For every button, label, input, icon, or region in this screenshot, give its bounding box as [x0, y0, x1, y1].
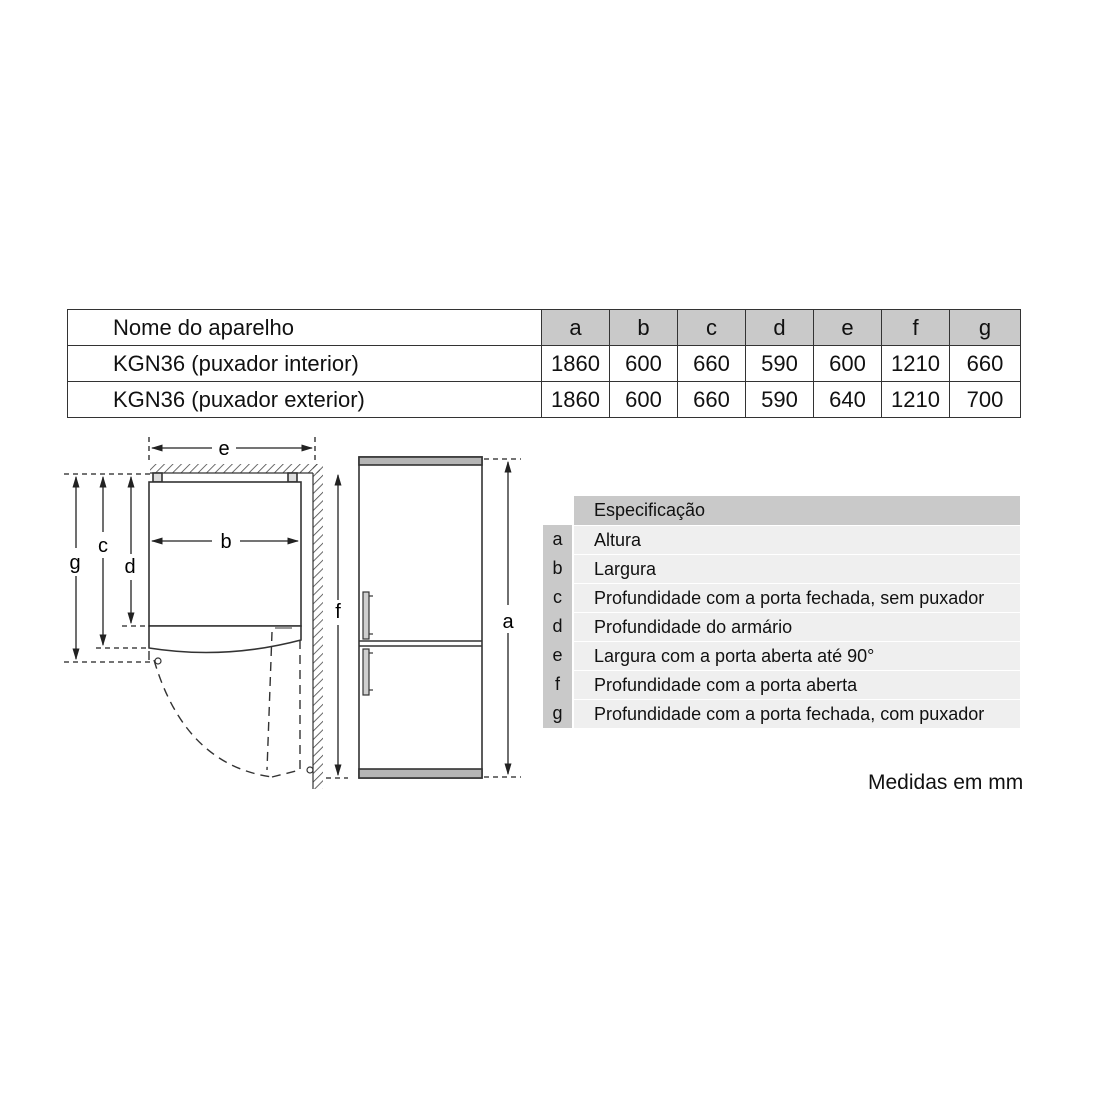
legend-key: b [543, 554, 574, 583]
hinge-icon [155, 658, 161, 664]
legend-key: a [543, 525, 574, 554]
legend-key: d [543, 612, 574, 641]
legend-description: Profundidade do armário [574, 612, 1020, 641]
value-cell: 1860 [542, 346, 610, 382]
column-header: a [542, 310, 610, 346]
value-cell: 660 [678, 382, 746, 418]
units-note: Medidas em mm [868, 771, 1024, 794]
table-header-row [68, 310, 1021, 346]
column-header: e [814, 310, 882, 346]
dimension-f [326, 475, 348, 778]
legend-description: Altura [574, 525, 1020, 554]
model-name-cell: KGN36 (puxador exterior) [68, 382, 542, 418]
label-f: f [335, 601, 341, 623]
value-cell: 1210 [882, 382, 950, 418]
appliance-top-view [149, 473, 301, 653]
dimension-diagram [0, 430, 540, 800]
legend-row [543, 612, 1020, 641]
column-header: c [678, 310, 746, 346]
legend-row [543, 554, 1020, 583]
dimension-e [149, 437, 315, 462]
legend-description: Profundidade com a porta aberta [574, 670, 1020, 699]
legend-title: Especificação [574, 496, 1020, 525]
label-b: b [220, 531, 232, 553]
dimension-d [122, 477, 150, 626]
legend-corner [543, 496, 574, 525]
legend-row [543, 641, 1020, 670]
label-d: d [124, 556, 136, 578]
specification-legend [543, 496, 1020, 728]
door-swing [149, 632, 300, 777]
table-row [68, 382, 1021, 418]
column-header: f [882, 310, 950, 346]
legend-row [543, 583, 1020, 612]
legend-key: g [543, 699, 574, 728]
legend-header [543, 496, 1020, 525]
value-cell: 660 [678, 346, 746, 382]
legend-description: Profundidade com a porta fechada, sem puxador [574, 583, 1020, 612]
value-cell: 1860 [542, 382, 610, 418]
dimensions-table [67, 309, 1021, 418]
value-cell: 1210 [882, 346, 950, 382]
hinge-icon [307, 767, 313, 773]
value-cell: 590 [746, 346, 814, 382]
legend-row [543, 670, 1020, 699]
value-cell: 700 [950, 382, 1021, 418]
column-header: d [746, 310, 814, 346]
column-header: b [610, 310, 678, 346]
model-name-cell: KGN36 (puxador interior) [68, 346, 542, 382]
value-cell: 600 [610, 346, 678, 382]
legend-key: f [543, 670, 574, 699]
value-cell: 640 [814, 382, 882, 418]
table-row [68, 346, 1021, 382]
label-e: e [218, 438, 230, 460]
column-header: g [950, 310, 1021, 346]
legend-description: Largura [574, 554, 1020, 583]
legend-key: e [543, 641, 574, 670]
value-cell: 600 [814, 346, 882, 382]
label-c: c [98, 535, 108, 557]
dimension-c [96, 477, 150, 648]
value-cell: 590 [746, 382, 814, 418]
legend-row [543, 699, 1020, 728]
header-model-label: Nome do aparelho [68, 310, 542, 346]
legend-description: Profundidade com a porta fechada, com puxador [574, 699, 1020, 728]
legend-row [543, 525, 1020, 554]
legend-description: Largura com a porta aberta até 90° [574, 641, 1020, 670]
appliance-front-view [359, 457, 482, 778]
label-g: g [69, 552, 81, 574]
value-cell: 600 [610, 382, 678, 418]
label-a: a [502, 611, 514, 633]
value-cell: 660 [950, 346, 1021, 382]
legend-key: c [543, 583, 574, 612]
